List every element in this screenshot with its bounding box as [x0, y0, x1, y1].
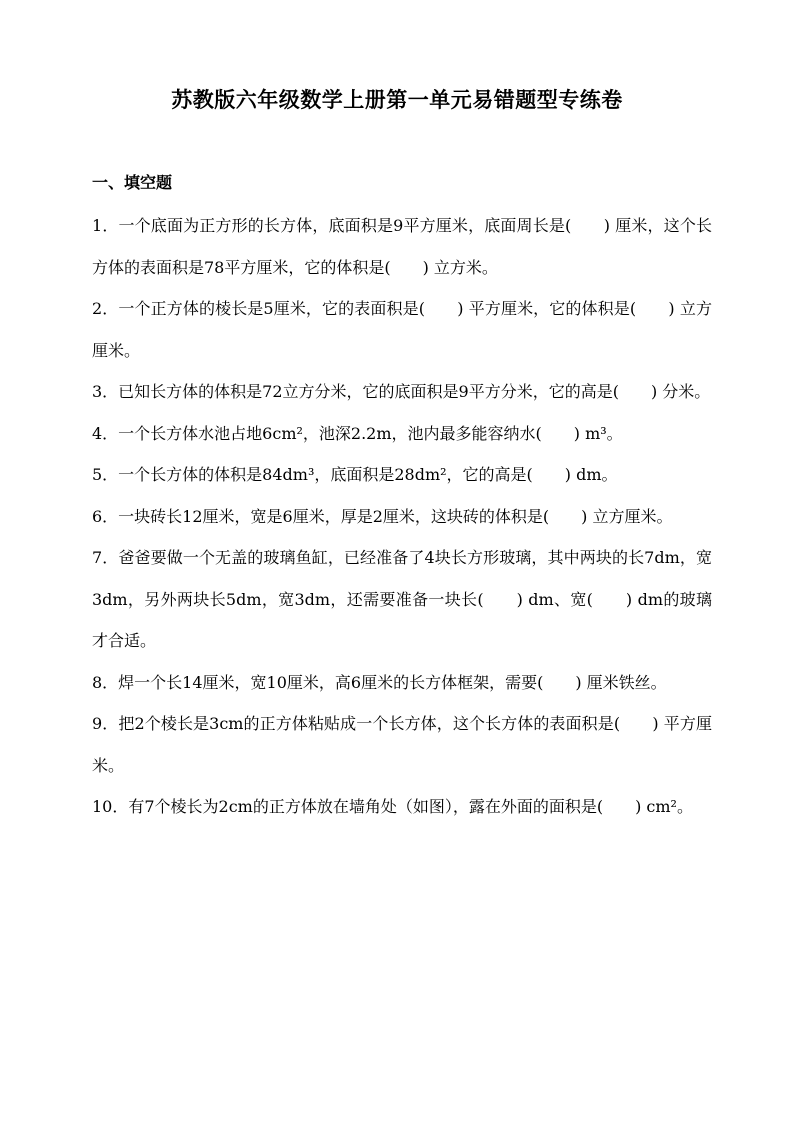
question-7: 7．爸爸要做一个无盖的玻璃鱼缸，已经准备了4块长方形玻璃，其中两块的长7dm，宽3dm，另外两块长5dm，宽3dm，还需要准备一块长( ) dm、宽( ) dm的玻璃才合适。 [92, 548, 712, 650]
page-title: 苏教版六年级数学上册第一单元易错题型专练卷 [171, 87, 623, 112]
question-2: 2．一个正方体的棱长是5厘米，它的表面积是( ) 平方厘米，它的体积是( ) 立方厘米。 [92, 299, 712, 360]
question-list [92, 205, 712, 828]
question-3: 3．已知长方体的体积是72立方分米，它的底面积是9平方分米，它的高是( ) 分米。 [92, 382, 711, 401]
question-9: 9．把2个棱长是3cm的正方体粘贴成一个长方体，这个长方体的表面积是( ) 平方厘米。 [92, 714, 712, 775]
question-5: 5．一个长方体的体积是84dm³，底面积是28dm²，它的高是( ) dm。 [92, 465, 618, 484]
section-heading: 一、填空题 [92, 173, 173, 192]
question-8: 8．焊一个长14厘米，宽10厘米，高6厘米的长方体框架，需要( ) 厘米铁丝。 [92, 672, 667, 692]
question-4: 4．一个长方体水池占地6cm²，池深2.2m，池内最多能容纳水( ) m³。 [92, 423, 623, 443]
question-6: 6．一块砖长12厘米，宽是6厘米，厚是2厘米，这块砖的体积是( ) 立方厘米。 [92, 506, 673, 526]
question-1: 1．一个底面为正方形的长方体，底面积是9平方厘米，底面周长是( ) 厘米，这个长方体的表面积是78平方厘米，它的体积是( ) 立方米。 [92, 216, 712, 277]
question-10: 10．有7个棱长为2cm的正方体放在墙角处（如图），露在外面的面积是( ) cm²。 [92, 797, 693, 816]
